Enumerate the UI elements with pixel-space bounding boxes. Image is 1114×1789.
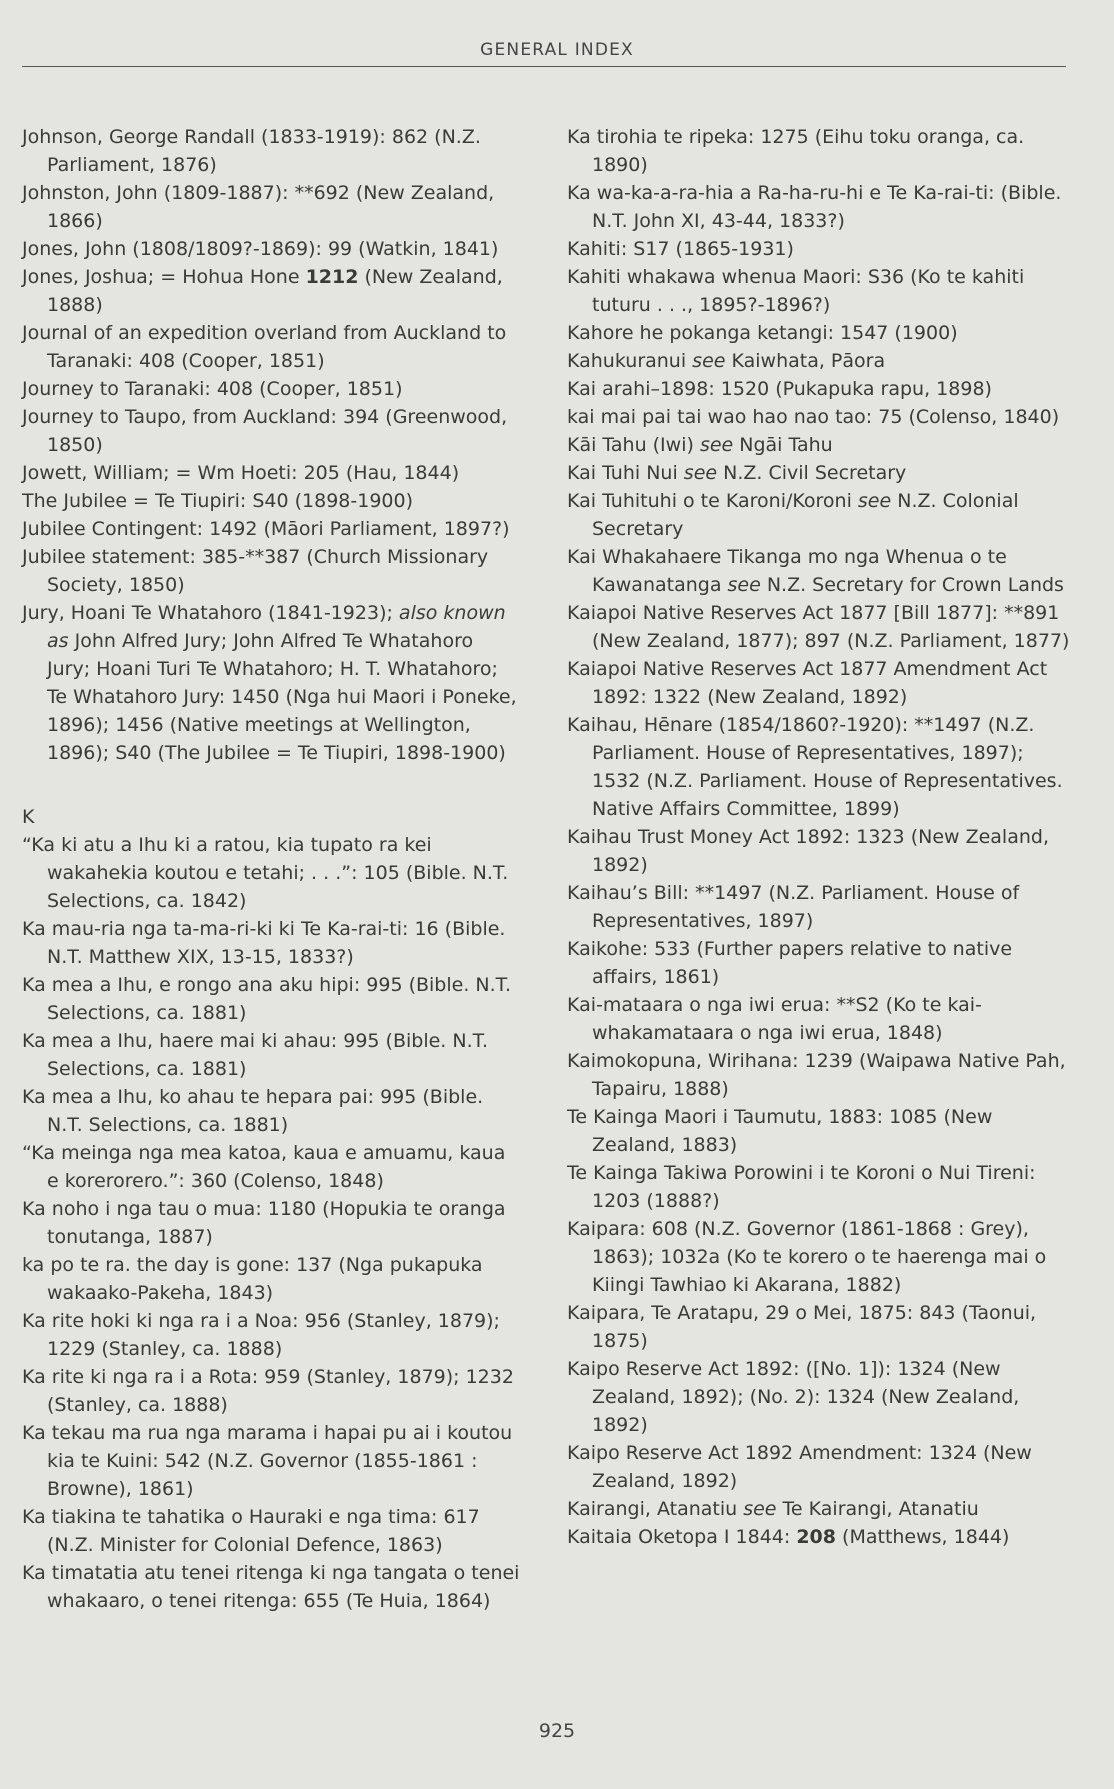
- index-entry: Kaiapoi Native Reserves Act 1877 Amendment Act 1892: 1322 (New Zealand, 1892): [567, 658, 1048, 708]
- index-entry: ka po te ra. the day is gone: 137 (Nga pukapuka wakaako-Pakeha, 1843): [22, 1254, 483, 1304]
- index-entry: Journey to Taranaki: 408 (Cooper, 1851): [22, 378, 403, 400]
- index-entry: Kaitaia Oketopa I 1844: 208 (Matthews, 1844): [567, 1526, 1010, 1548]
- index-entry: Kaimokopuna, Wirihana: 1239 (Waipawa Native Pah, Tapairu, 1888): [567, 1050, 1066, 1100]
- index-entry: Kaipo Reserve Act 1892 Amendment: 1324 (New Zealand, 1892): [567, 1442, 1032, 1492]
- index-entry: “Ka meinga nga mea katoa, kaua e amuamu, kaua e korerorero.”: 360 (Colenso, 1848): [22, 1142, 506, 1192]
- index-entry: Ka mau-ria nga ta-ma-ri-ki ki Te Ka-rai-ti: 16 (Bible. N.T. Matthew XIX, 13-15, 1833?): [22, 918, 506, 968]
- index-entry: Te Kainga Maori i Taumutu, 1883: 1085 (New Zealand, 1883): [567, 1106, 993, 1156]
- running-head: GENERAL INDEX: [480, 40, 634, 60]
- index-entry: Ka tirohia te ripeka: 1275 (Eihu toku oranga, ca. 1890): [567, 126, 1025, 176]
- index-entry: The Jubilee = Te Tiupiri: S40 (1898-1900): [22, 490, 414, 512]
- index-entry: Ka rite hoki ki nga ra i a Noa: 956 (Stanley, 1879); 1229 (Stanley, ca. 1888): [22, 1310, 500, 1360]
- index-entry: Kaihau’s Bill: **1497 (N.Z. Parliament. House of Representatives, 1897): [567, 882, 1020, 932]
- index-entry: Kahore he pokanga ketangi: 1547 (1900): [567, 322, 958, 344]
- index-entry: Jubilee statement: 385-**387 (Church Missionary Society, 1850): [22, 546, 489, 596]
- index-entry: Johnson, George Randall (1833-1919): 862 (N.Z. Parliament, 1876): [22, 126, 481, 176]
- index-entry: Ka timatatia atu tenei ritenga ki nga tangata o tenei whakaaro, o tenei ritenga: 655 (Te Huia, 1864): [22, 1562, 520, 1612]
- index-entry: Kahiti whakawa whenua Maori: S36 (Ko te kahiti tuturu . . ., 1895?-1896?): [567, 266, 1025, 316]
- page-number: 925: [538, 1720, 576, 1742]
- index-entry: Kai-mataara o nga iwi erua: **S2 (Ko te kai-whakamataara o nga iwi erua, 1848): [567, 994, 982, 1044]
- index-entry: Ka mea a Ihu, ko ahau te hepara pai: 995 (Bible. N.T. Selections, ca. 1881): [22, 1086, 484, 1136]
- index-entry: Kaipara, Te Aratapu, 29 o Mei, 1875: 843 (Taonui, 1875): [567, 1302, 1037, 1352]
- index-entry: Kaihau, Hēnare (1854/1860?-1920): **1497 (N.Z. Parliament. House of Representatives, 1897); 1532 (N.Z. Parliament. House of Representatives. Native Affairs Committee, 1899): [567, 714, 1063, 820]
- header-rule: [22, 66, 1066, 67]
- index-entry: Journal of an expedition overland from Auckland to Taranaki: 408 (Cooper, 1851): [22, 322, 507, 372]
- index-entry: Kahukuranui see Kaiwhata, Pāora: [567, 350, 886, 372]
- index-entry: Ka tiakina te tahatika o Hauraki e nga tima: 617 (N.Z. Minister for Colonial Defence, 1863): [22, 1506, 480, 1556]
- index-entry: Kaihau Trust Money Act 1892: 1323 (New Zealand, 1892): [567, 826, 1049, 876]
- index-entry: Kairangi, Atanatiu see Te Kairangi, Atanatiu: [567, 1498, 979, 1520]
- index-entry: Ka noho i nga tau o mua: 1180 (Hopukia te oranga tonutanga, 1887): [22, 1198, 506, 1248]
- index-entry: Journey to Taupo, from Auckland: 394 (Greenwood, 1850): [22, 406, 508, 456]
- index-entry: Ka tekau ma rua nga marama i hapai pu ai i koutou kia te Kuini: 542 (N.Z. Governor (1855-1861 : Browne), 1861): [22, 1422, 513, 1500]
- index-entry: Kaipo Reserve Act 1892: ([No. 1]): 1324 (New Zealand, 1892); (No. 2): 1324 (New Zealand, 1892): [567, 1358, 1020, 1436]
- index-entry: Kahiti: S17 (1865-1931): [567, 238, 794, 260]
- index-entry: Ka rite ki nga ra i a Rota: 959 (Stanley, 1879); 1232 (Stanley, ca. 1888): [22, 1366, 514, 1416]
- index-entry: Jowett, William; = Wm Hoeti: 205 (Hau, 1844): [22, 462, 460, 484]
- index-entry: Jubilee Contingent: 1492 (Māori Parliament, 1897?): [22, 518, 510, 540]
- index-entry: kai mai pai tai wao hao nao tao: 75 (Colenso, 1840): [567, 406, 1060, 428]
- index-entry: Johnston, John (1809-1887): **692 (New Zealand, 1866): [22, 182, 495, 232]
- index-entry: Kaiapoi Native Reserves Act 1877 [Bill 1877]: **891 (New Zealand, 1877); 897 (N.Z. Parliament, 1877): [567, 602, 1070, 652]
- index-entry: Ka mea a Ihu, e rongo ana aku hipi: 995 (Bible. N.T. Selections, ca. 1881): [22, 974, 512, 1024]
- index-entry: Kai Tuhituhi o te Karoni/Koroni see N.Z. Colonial Secretary: [567, 490, 1019, 540]
- index-entry: Jury, Hoani Te Whatahoro (1841-1923); also known as John Alfred Jury; John Alfred Te Whatahoro Jury; Hoani Turi Te Whatahoro; H. T. Whatahoro; Te Whatahoro Jury: 1450 (Nga hui Maori i Poneke, 1896); 1456 (Native meetings at Wellington, 1896); S40 (The Jubilee = Te Tiupiri, 1898-1900): [22, 602, 517, 764]
- index-entry: Ka mea a Ihu, haere mai ki ahau: 995 (Bible. N.T. Selections, ca. 1881): [22, 1030, 489, 1080]
- index-entry: Kai arahi–1898: 1520 (Pukapuka rapu, 1898): [567, 378, 992, 400]
- right-column: [567, 123, 1072, 1551]
- index-entry: Kaipara: 608 (N.Z. Governor (1861-1868 : Grey), 1863); 1032a (Ko te korero o te haerenga mai o Kiingi Tawhiao ki Akarana, 1882): [567, 1218, 1047, 1296]
- index-entry: Te Kainga Takiwa Porowini i te Koroni o Nui Tireni: 1203 (1888?): [567, 1162, 1036, 1212]
- index-entry: Kai Tuhi Nui see N.Z. Civil Secretary: [567, 462, 907, 484]
- index-entry: Kai Whakahaere Tikanga mo nga Whenua o te Kawanatanga see N.Z. Secretary for Crown Lands: [567, 546, 1064, 596]
- index-entry: Jones, Joshua; = Hohua Hone 1212 (New Zealand, 1888): [22, 266, 503, 316]
- index-entry: “Ka ki atu a Ihu ki a ratou, kia tupato ra kei wakahekia koutou e tetahi; . . .”: 105 (Bible. N.T. Selections, ca. 1842): [22, 834, 509, 912]
- index-entry: Kāi Tahu (Iwi) see Ngāi Tahu: [567, 434, 833, 456]
- index-entry: Kaikohe: 533 (Further papers relative to native affairs, 1861): [567, 938, 1013, 988]
- section-letter: K: [22, 806, 35, 828]
- index-entry: Jones, John (1808/1809?-1869): 99 (Watkin, 1841): [22, 238, 499, 260]
- left-column: [22, 123, 522, 1615]
- index-entry: Ka wa-ka-a-ra-hia a Ra-ha-ru-hi e Te Ka-rai-ti: (Bible. N.T. John XI, 43-44, 1833?): [567, 182, 1062, 232]
